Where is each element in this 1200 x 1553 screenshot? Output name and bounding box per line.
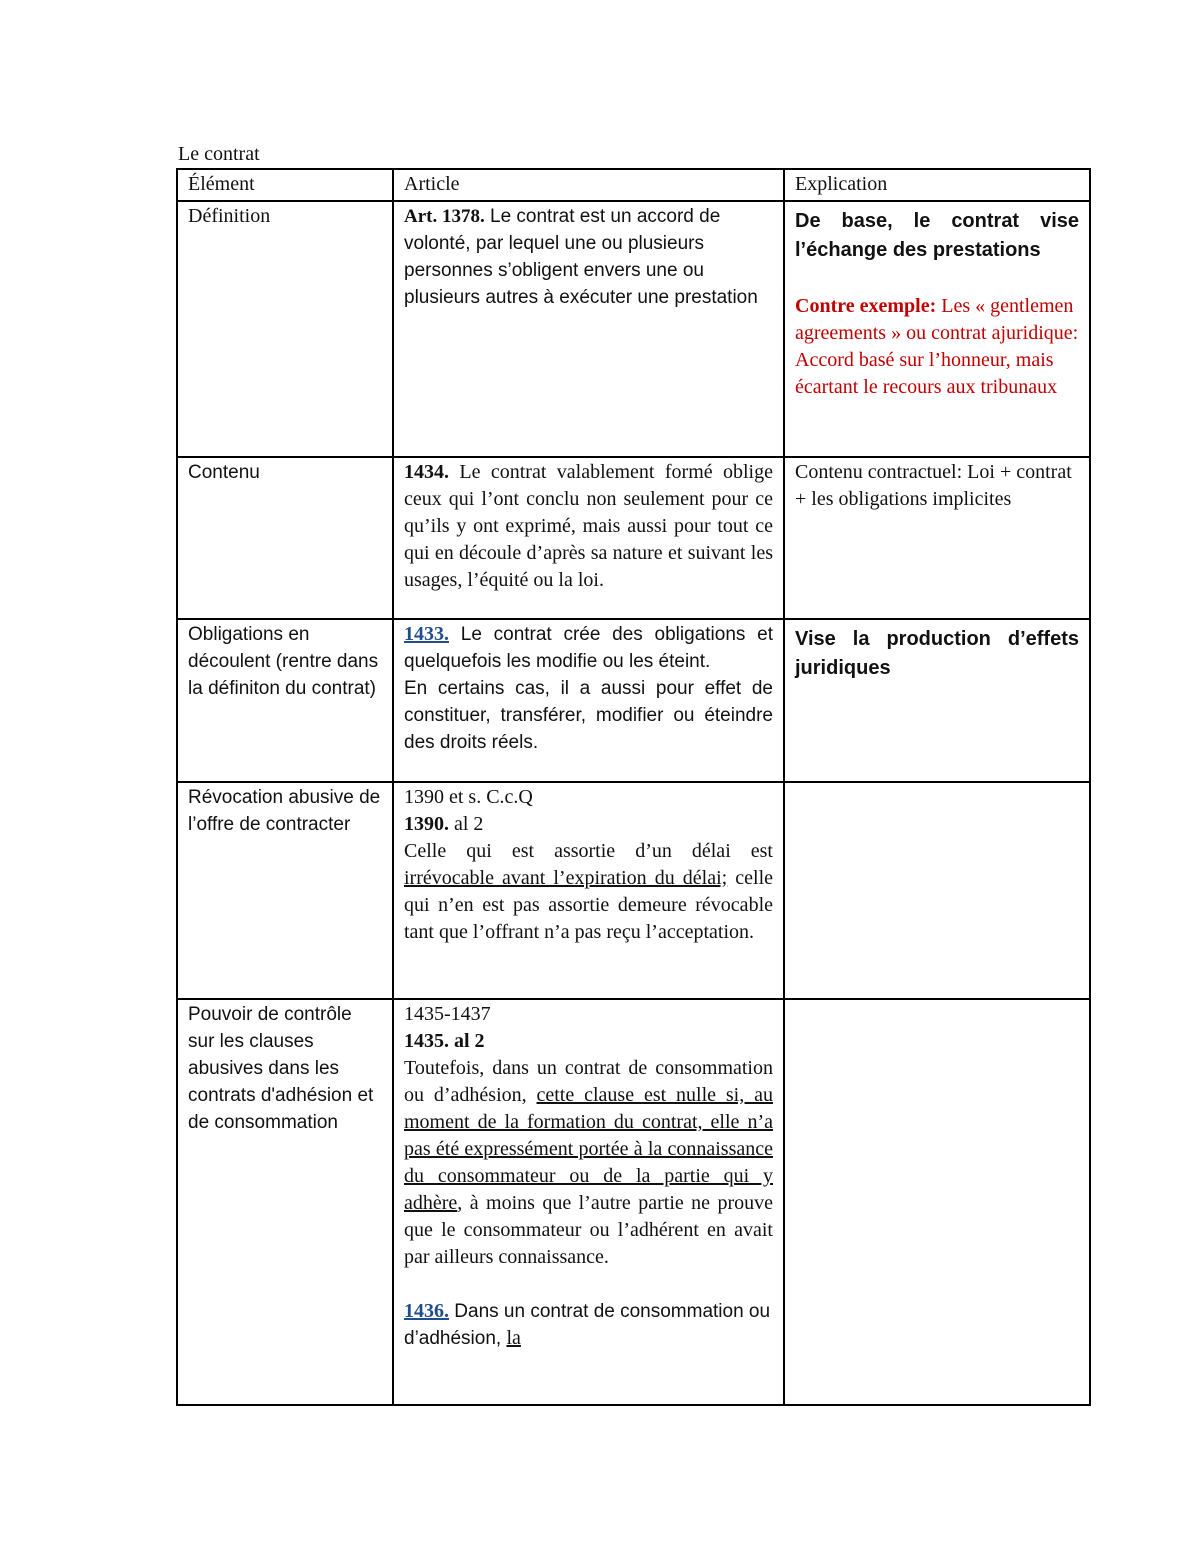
article-reference: 1390 et s. C.c.Q: [404, 786, 533, 808]
article-text: Le contrat est un accord de volonté, par lequel une ou plusieurs personnes s’obligent envers une ou plusieurs autres à exécuter une prestation: [404, 206, 758, 308]
explication-text: Contenu contractuel: Loi + contrat + les obligations implicites: [795, 461, 1072, 510]
table-row: [177, 201, 1090, 457]
element-label: Définition: [188, 205, 271, 227]
table-header-row: [177, 169, 1090, 201]
cell-explication: [784, 619, 1090, 782]
cell-article: [393, 999, 784, 1405]
cell-article: [393, 457, 784, 619]
counter-example-label: Contre exemple:: [795, 295, 937, 317]
cell-article: [393, 619, 784, 782]
article-heading: [404, 1028, 773, 1055]
cell-explication: [784, 999, 1090, 1405]
element-label: Contenu: [188, 462, 260, 483]
article-number: 1435. al 2: [404, 1030, 485, 1052]
table-row: [177, 782, 1090, 999]
counter-example-text: Les « gentlemen agreements » ou contrat ajuridique:: [795, 295, 1079, 344]
article-number: 1390.: [404, 813, 449, 835]
element-label: Obligations en découlent (rentre dans la définiton du contrat): [188, 624, 379, 699]
counter-example-detail: Accord basé sur l’honneur, mais écartant le recours aux tribunaux: [795, 349, 1058, 398]
page-title: Le contrat: [178, 143, 260, 165]
cell-element: [177, 457, 393, 619]
article-underlined: cette clause est nulle si, au moment de la formation du contrat, elle n’a pas été expressément portée à la connaissance du consommateur ou de la partie qui y adhère: [404, 1084, 773, 1214]
article-link-1433[interactable]: 1433.: [404, 623, 449, 645]
explication-bold: Vise la production d’effets juridiques: [795, 628, 1079, 679]
header-explication: Explication: [784, 169, 1090, 201]
article-text-1436: 1436. Dans un contrat de consommation ou d’adhésion, la: [404, 1300, 771, 1349]
header-element: Élément: [177, 169, 393, 201]
article-underlined: irrévocable avant l’expiration du délai;: [404, 867, 728, 889]
article-text: Toutefois, dans un contrat de consommation ou d’adhésion, cette clause est nulle si, au moment de la formation du contrat, elle n’a pas été expressément portée à la connaissance du consommateur ou de la partie qui y adhère, à moins que l’autre partie ne prouve que le consommateur ou l’adhérent en avait par ailleurs connaissance.: [404, 1057, 773, 1268]
article-reference: 1435-1437: [404, 1003, 491, 1025]
article-paragraph-2: En certains cas, il a aussi pour effet de constituer, transférer, modifier ou éteindre des droits réels.: [404, 678, 773, 753]
cell-explication: [784, 782, 1090, 999]
cell-element: [177, 619, 393, 782]
article-paragraph: [404, 621, 773, 675]
explication-bold: De base, le contrat vise l’échange des prestations: [795, 210, 1079, 261]
cell-element: [177, 201, 393, 457]
article-number: 1434.: [404, 461, 449, 483]
header-article: Article: [393, 169, 784, 201]
element-label: Révocation abusive de l’offre de contracter: [188, 787, 381, 835]
table-row: [177, 619, 1090, 782]
cell-article: [393, 782, 784, 999]
contract-table: [176, 168, 1091, 1406]
article-heading: [404, 811, 773, 838]
article-text: Celle qui est assortie d’un délai est irrévocable avant l’expiration du délai; celle qui n’en est pas assortie demeure révocable tant que l’offrant n’a pas reçu l’acceptation.: [404, 840, 774, 943]
table-row: [177, 457, 1090, 619]
article-text: Le contrat valablement formé oblige ceux qui l’ont conclu non seulement pour ce qu’ils y ont exprimé, mais aussi pour tout ce qui en découle d’après sa nature et suivant les usages, l’équité ou la loi.: [404, 461, 773, 591]
cell-explication: [784, 201, 1090, 457]
article-alinea: al 2: [449, 813, 484, 835]
article-text: Le contrat crée des obligations et quelquefois les modifie ou les éteint.: [404, 624, 773, 672]
cell-explication: [784, 457, 1090, 619]
article-number: Art. 1378.: [404, 206, 485, 227]
counter-example: [795, 293, 1079, 347]
cell-element: [177, 782, 393, 999]
cell-element: [177, 999, 393, 1405]
element-label: Pouvoir de contrôle sur les clauses abusives dans les contrats d'adhésion et de consommation: [188, 1004, 374, 1133]
article-link-1436[interactable]: 1436.: [404, 1300, 449, 1322]
table-row: [177, 999, 1090, 1405]
cell-article: [393, 201, 784, 457]
